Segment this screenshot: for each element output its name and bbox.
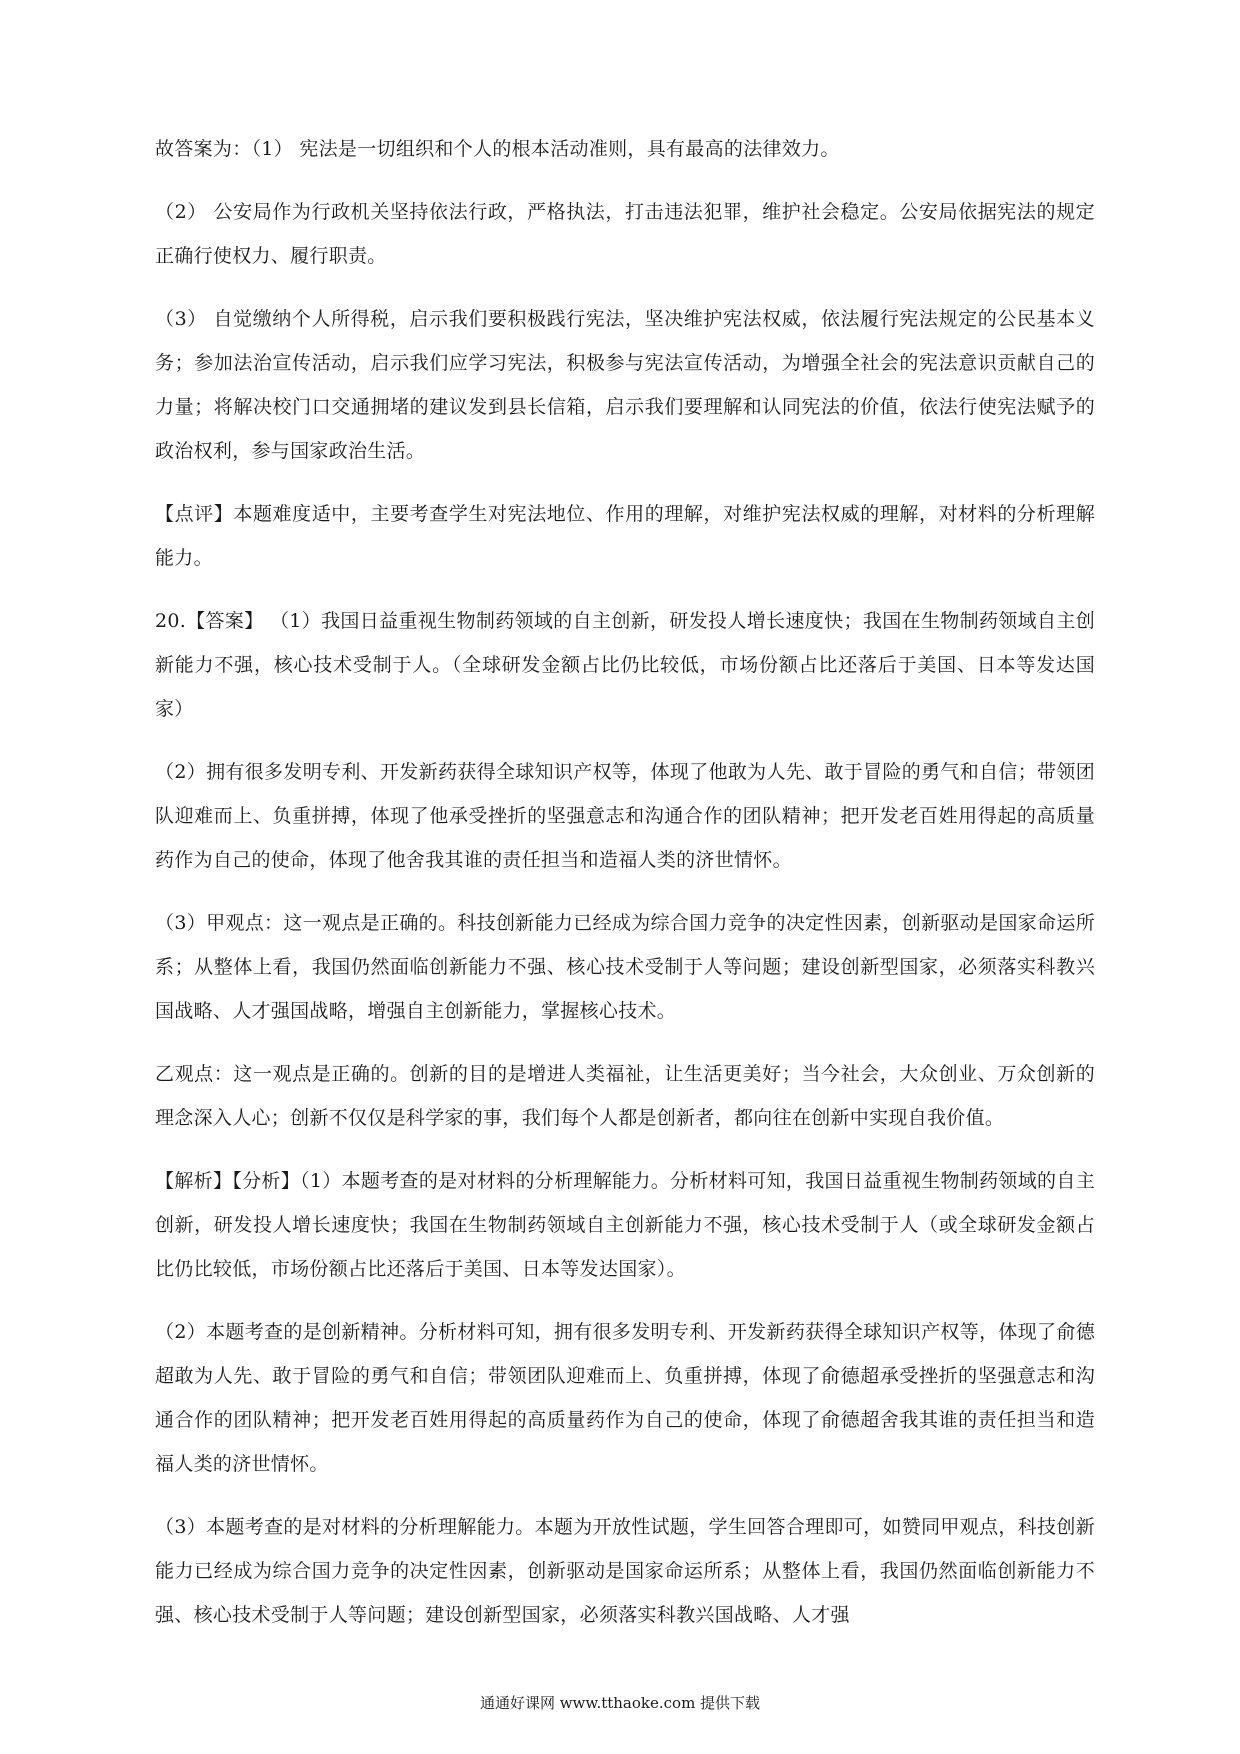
analysis-part-1: 【解析】【分析】（1）本题考查的是对材料的分析理解能力。分析材料可知，我国日益重视生物制药领域的自主创新，研发投人增长速度快；我国在生物制药领域自主创新能力不强，核心技术受制于人（或全球研发金额占比仍比较低，市场份额占比还落后于美国、日本等发达国家）。 <box>155 1170 1095 1280</box>
answer-summary: 故答案为：（1） 宪法是一切组织和个人的根本活动准则，具有最高的法律效力。 <box>155 138 840 160</box>
q20-answer-part-1: 20.【答案】 （1）我国日益重视生物制药领域的自主创新，研发投人增长速度快；我国在生物制药领域自主创新能力不强，核心技术受制于人。（全球研发金额占比仍比较低，市场份额占比还落后于美国、日本等发达国家） <box>155 610 1095 720</box>
q20-answer-part-2: （2）拥有很多发明专利、开发新药获得全球知识产权等，体现了他敢为人先、敢于冒险的勇气和自信；带领团队迎难而上、负重拼搏，体现了他承受挫折的坚强意志和沟通合作的团队精神；把开发老百姓用得起的高质量药作为自己的使命，体现了他舍我其谁的责任担当和造福人类的济世情怀。 <box>155 761 1095 871</box>
q20-answer-part-3-view-a: （3）甲观点：这一观点是正确的。科技创新能力已经成为综合国力竞争的决定性因素，创新驱动是国家命运所系；从整体上看，我国仍然面临创新能力不强、核心技术受制于人等问题；建设创新型国家，必须落实科教兴国战略、人才强国战略，增强自主创新能力，掌握核心技术。 <box>155 912 1095 1022</box>
answer-part-2: （2） 公安局作为行政机关坚持依法行政，严格执法，打击违法犯罪，维护社会稳定。公安局依据宪法的规定正确行使权力、履行职责。 <box>155 201 1095 267</box>
page-footer: 通通好课网 www.tthaoke.com 提供下载 <box>479 1694 761 1712</box>
analysis-part-3: （3）本题考查的是对材料的分析理解能力。本题为开放性试题，学生回答合理即可，如赞同甲观点，科技创新能力已经成为综合国力竞争的决定性因素，创新驱动是国家命运所系；从整体上看，我国仍然面临创新能力不强、核心技术受制于人等问题；建设创新型国家，必须落实科教兴国战略、人才强 <box>155 1516 1095 1626</box>
analysis-part-2: （2）本题考查的是创新精神。分析材料可知，拥有很多发明专利、开发新药获得全球知识产权等，体现了俞德超敢为人先、敢于冒险的勇气和自信；带领团队迎难而上、负重拼搏，体现了俞德超承受挫折的坚强意志和沟通合作的团队精神；把开发老百姓用得起的高质量药作为自己的使命，体现了俞德超舍我其谁的责任担当和造福人类的济世情怀。 <box>155 1321 1095 1475</box>
answer-part-3: （3） 自觉缴纳个人所得税，启示我们要积极践行宪法，坚决维护宪法权威，依法履行宪法规定的公民基本义务；参加法治宣传活动，启示我们应学习宪法，积极参与宪法宣传活动，为增强全社会的宪法意识贡献自己的力量；将解决校门口交通拥堵的建议发到县长信箱，启示我们要理解和认同宪法的价值，依法行使宪法赋予的政治权利，参与国家政治生活。 <box>155 308 1095 462</box>
comment-paragraph: 【点评】本题难度适中，主要考查学生对宪法地位、作用的理解，对维护宪法权威的理解，对材料的分析理解能力。 <box>155 503 1095 569</box>
q20-answer-part-3-view-b: 乙观点：这一观点是正确的。创新的目的是增进人类福祉，让生活更美好；当今社会，大众创业、万众创新的理念深入人心；创新不仅仅是科学家的事，我们每个人都是创新者，都向往在创新中实现自我价值。 <box>155 1063 1095 1129</box>
answer-content <box>155 127 1095 1656</box>
